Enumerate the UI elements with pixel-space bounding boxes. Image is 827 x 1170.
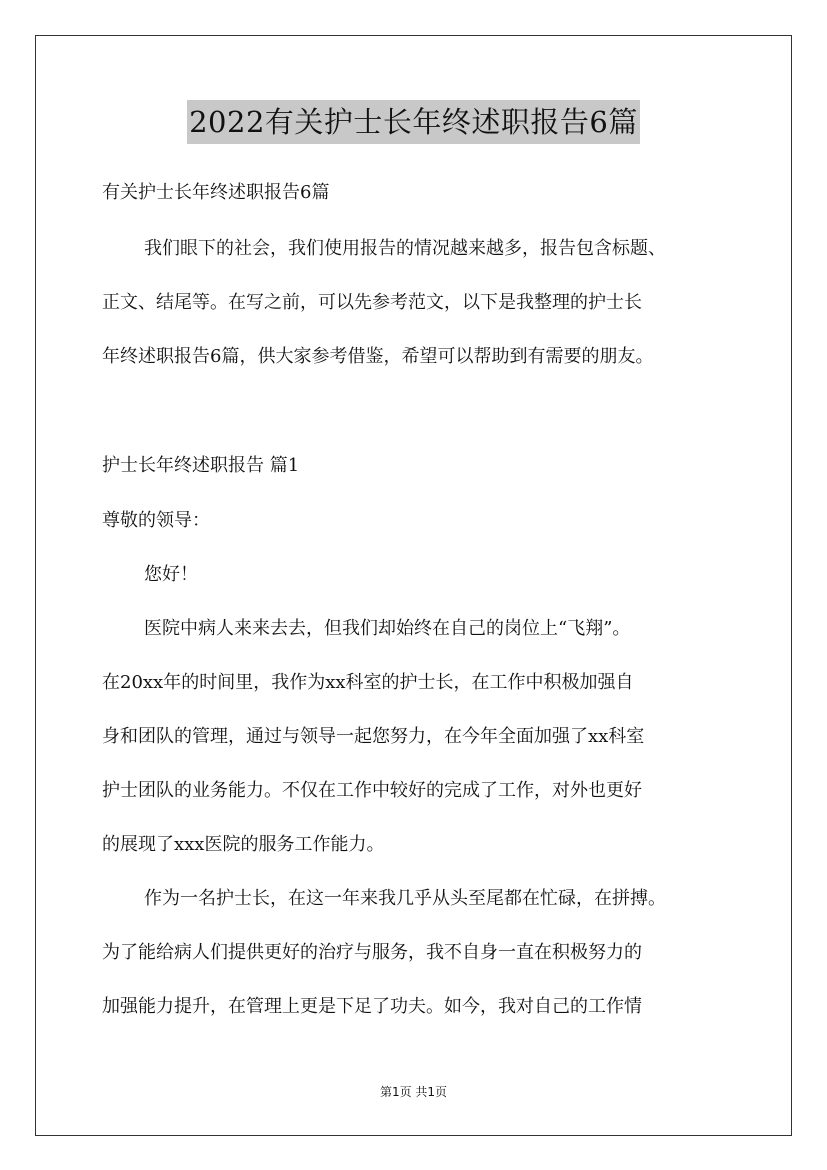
paragraph-line: 为了能给病人们提供更好的治疗与服务，我不自身一直在积极努力的 — [102, 942, 642, 963]
page-footer: 第1页 共1页 — [379, 1085, 448, 1099]
paragraph-line: 的展现了xxx医院的服务工作能力。 — [102, 834, 385, 855]
paragraph-line: 我们眼下的社会，我们使用报告的情况越来越多，报告包含标题、 — [144, 238, 666, 259]
subtitle-line: 有关护士长年终述职报告6篇 — [102, 182, 330, 203]
paragraph-line: 身和团队的管理，通过与领导一起您努力，在今年全面加强了xx科室 — [102, 726, 645, 747]
paragraph-line: 加强能力提升，在管理上更是下足了功夫。如今，我对自己的工作情 — [102, 996, 642, 1017]
paragraph-line: 在20xx年的时间里，我作为xx科室的护士长，在工作中积极加强自 — [102, 672, 634, 693]
section-heading: 护士长年终述职报告 篇1 — [102, 455, 300, 476]
paragraph-line: 正文、结尾等。在写之前，可以先参考范文，以下是我整理的护士长 — [102, 292, 642, 313]
greeting-line: 您好！ — [144, 564, 198, 585]
title-container — [0, 100, 827, 144]
paragraph-line: 年终述职报告6篇，供大家参考借鉴，希望可以帮助到有需要的朋友。 — [102, 346, 654, 367]
paragraph-line: 作为一名护士长，在这一年来我几乎从头至尾都在忙碌，在拼搏。 — [144, 888, 666, 909]
salutation-line: 尊敬的领导： — [102, 510, 210, 531]
paragraph-line: 护士团队的业务能力。不仅在工作中较好的完成了工作，对外也更好 — [102, 780, 642, 801]
document-title: 2022有关护士长年终述职报告6篇 — [187, 100, 640, 144]
paragraph-line: 医院中病人来来去去，但我们却始终在自己的岗位上“飞翔”。 — [144, 618, 631, 639]
